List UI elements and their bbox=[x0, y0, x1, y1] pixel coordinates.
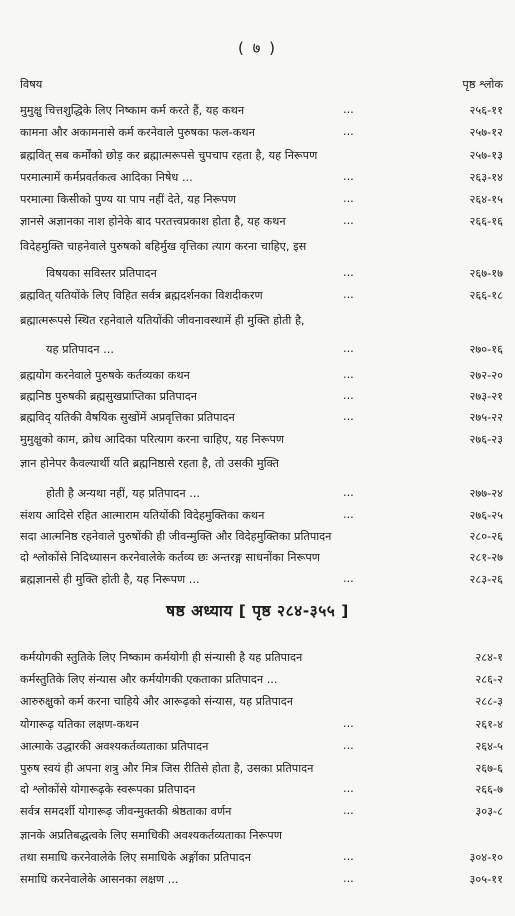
toc-entry bbox=[0, 407, 515, 429]
toc-entry bbox=[0, 453, 515, 475]
toc-entry bbox=[0, 547, 515, 569]
toc-entry-dots: ... bbox=[343, 103, 354, 116]
toc-entry-text: ब्रह्मवित् यतियोंके लिए विहित सर्वत्र ब्रह्मदर्शनका विशदीकरण bbox=[20, 289, 263, 302]
toc-entry-text: ब्रह्मनिष्ठ पुरुषकी ब्रह्मसुखप्राप्तिका प्रतिपादन bbox=[20, 390, 198, 403]
toc-entry-number: २६६-७ bbox=[475, 783, 503, 796]
toc-entry bbox=[0, 310, 515, 332]
toc-entry-dots: ... bbox=[343, 717, 354, 730]
toc-entry-dots: ... bbox=[343, 192, 354, 205]
toc-entry-number: २८८-३ bbox=[475, 695, 503, 708]
toc-entry-number: २८४-१ bbox=[475, 651, 503, 664]
toc-entry-dots: ... bbox=[343, 214, 354, 227]
toc-entry bbox=[0, 429, 515, 451]
toc-entry bbox=[0, 847, 515, 869]
toc-entry-text: ब्रह्मविद् यतिकी वैषयिक सुखोंमें अप्रवृत्तिका प्रतिपादन bbox=[20, 411, 235, 424]
section-title: षष्ठ अध्याय [ पृष्ठ २८४-३५५ ] bbox=[166, 602, 349, 620]
toc-entry-dots: ... bbox=[343, 782, 354, 795]
toc-entry-text: कर्मयोगकी स्तुतिके लिए निष्काम कर्मयोगी ही संन्यासी है यह प्रतिपादन bbox=[20, 651, 303, 664]
toc-entry-number: २६४-१५ bbox=[469, 193, 503, 206]
toc-entry-dots: ... bbox=[343, 850, 354, 863]
toc-entry-dots: ... bbox=[343, 342, 354, 355]
toc-entry-text: विदेहमुक्ति चाहनेवाले पुरुषको बहिर्मुख वृत्तिका त्याग करना चाहिए, इस bbox=[20, 240, 307, 253]
toc-entry-dots: ... bbox=[343, 572, 354, 585]
toc-entry-text: ब्रह्मात्मरूपसे स्थित रहनेवाले यतियोंकी जीवनावस्थामें ही मुक्ति होती है, bbox=[20, 314, 305, 327]
toc-entry-text: ब्रह्मज्ञानसे ही मुक्ति होती है, यह निरूपण ... bbox=[20, 573, 200, 586]
toc-entry-number: २७५-२२ bbox=[469, 411, 503, 424]
toc-entry-dots: ... bbox=[343, 739, 354, 752]
toc-entry bbox=[0, 211, 515, 233]
toc-entry-number: २८६-२ bbox=[475, 673, 503, 686]
toc-entry-text: पुरुष स्वयं ही अपना शत्रु और मित्र जिस रीतिसे होता है, उसका प्रतिपादन bbox=[20, 762, 314, 775]
toc-entry-number: २६७-६ bbox=[475, 762, 503, 775]
toc-entry bbox=[0, 569, 515, 591]
toc-entry bbox=[0, 505, 515, 527]
toc-entry bbox=[0, 100, 515, 122]
toc-header bbox=[0, 74, 515, 96]
toc-entry-number: २५७-१३ bbox=[469, 149, 503, 162]
header-number: पृष्ठ श्लोक bbox=[462, 78, 503, 91]
toc-entry-number: ३०४-१० bbox=[469, 851, 503, 864]
toc-entry-number: २६७-१७ bbox=[469, 267, 503, 280]
toc-entry-number: २७२-२० bbox=[469, 369, 503, 382]
toc-entry-dots: ... bbox=[343, 389, 354, 402]
toc-entry bbox=[0, 285, 515, 307]
toc-entry-text: ब्रह्मयोग करनेवाले पुरुषके कर्तव्यका कथन bbox=[20, 369, 190, 382]
toc-entry-dots: ... bbox=[343, 288, 354, 301]
toc-entry bbox=[0, 736, 515, 758]
toc-entry bbox=[0, 189, 515, 211]
toc-entry bbox=[0, 669, 515, 691]
toc-entry-number: २६१-४ bbox=[475, 718, 503, 731]
toc-entry-number: ३०५-११ bbox=[469, 873, 503, 886]
toc-entry bbox=[0, 339, 515, 361]
toc-entry-number: २७७-२४ bbox=[469, 487, 503, 500]
toc-entry-text: मुमुक्षुको काम, क्रोध आदिका परित्याग करना चाहिए, यह निरूपण bbox=[20, 433, 285, 446]
toc-entry-number: २८०-२६ bbox=[469, 530, 503, 543]
toc-entry bbox=[0, 122, 515, 144]
toc-entry bbox=[0, 869, 515, 891]
toc-entry bbox=[0, 825, 515, 847]
toc-entry-dots: ... bbox=[343, 508, 354, 521]
toc-entry-number: २६४-५ bbox=[475, 740, 503, 753]
toc-entry-text: ब्रह्मवित् सब कर्मोंको छोड़ कर ब्रह्मात्मरूपसे चुपचाप रहता है, यह निरूपण bbox=[20, 149, 318, 162]
page-number: ( ७ ) bbox=[237, 39, 278, 57]
toc-entry-dots: ... bbox=[343, 170, 354, 183]
toc-entry-text: आरुरुक्षुको कर्म करना चाहिये और आरूढ़को संन्यास, यह प्रतिपादन bbox=[20, 695, 294, 708]
toc-entry bbox=[0, 145, 515, 167]
toc-entry-text: ज्ञानके अप्रतिबद्धत्वके लिए समाधिकी अवश्यकर्तव्यताका निरूपण bbox=[20, 829, 282, 842]
toc-entry bbox=[0, 526, 515, 548]
toc-entry-dots: ... bbox=[343, 266, 354, 279]
toc-entry-dots: ... bbox=[343, 410, 354, 423]
toc-entry-number: २७६-२५ bbox=[469, 509, 503, 522]
toc-entry-number: २६६-१८ bbox=[469, 289, 503, 302]
toc-entry bbox=[0, 714, 515, 736]
toc-entry-text: कर्मस्तुतिके लिए संन्यास और कर्मयोगकी एकताका प्रतिपादन ... bbox=[20, 673, 278, 686]
toc-entry-text: होती है अन्यथा नहीं, यह प्रतिपादन ... bbox=[46, 487, 201, 500]
toc-entry-text: मुमुक्षु चित्तशुद्धिके लिए निष्काम कर्म करते हैं, यह कथन bbox=[20, 104, 245, 117]
toc-entry bbox=[0, 386, 515, 408]
toc-entry-text: योगारूढ़ यतिका लक्षण-कथन bbox=[20, 718, 139, 731]
toc-entry-text: सदा आत्मनिष्ठ रहनेवाले पुरुषोंकी ही जीवन्मुक्ति और विदेहमुक्तिका प्रतिपादन bbox=[20, 530, 332, 543]
toc-entry-number: २७६-२३ bbox=[469, 433, 503, 446]
toc-entry bbox=[0, 779, 515, 801]
toc-entry bbox=[0, 167, 515, 189]
toc-entry-number: २६६-१६ bbox=[469, 215, 503, 228]
toc-entry-dots: ... bbox=[343, 486, 354, 499]
toc-entry bbox=[0, 483, 515, 505]
toc-entry-text: संशय आदिसे रहित आत्माराम यतियोंकी विदेहमुक्तिका कथन bbox=[20, 509, 265, 522]
toc-entry-text: दो श्लोकोंसे योगारूढ़के स्वरूपका प्रतिपादन bbox=[20, 783, 196, 796]
toc-entry-text: दो श्लोकोंसे निदिध्यासन करनेवालेके कर्तव्य छः अन्तरङ्ग साधनोंका निरूपण bbox=[20, 551, 320, 564]
toc-entry bbox=[0, 236, 515, 258]
header-subject: विषय bbox=[20, 78, 43, 91]
toc-entry bbox=[0, 365, 515, 387]
toc-entry bbox=[0, 647, 515, 669]
toc-entry-text: तथा समाधि करनेवालेके लिए समाधिके अङ्गोंका प्रतिपादन bbox=[20, 851, 251, 864]
toc-entry bbox=[0, 758, 515, 780]
toc-entry bbox=[0, 801, 515, 823]
toc-entry-text: आत्माके उद्धारकी अवश्यकर्तव्यताका प्रतिपादन bbox=[20, 740, 209, 753]
toc-entry-dots: ... bbox=[343, 872, 354, 885]
toc-entry-dots: ... bbox=[343, 804, 354, 817]
toc-entry-number: २५६-११ bbox=[469, 104, 503, 117]
toc-entry-text: कामना और अकामनासे कर्म करनेवाले पुरुषका फल-कथन bbox=[20, 126, 255, 139]
toc-entry-text: समाधि करनेवालेके आसनका लक्षण ... bbox=[20, 873, 179, 886]
toc-entry-text: यह प्रतिपादन ... bbox=[46, 343, 114, 356]
toc-entry-text: सर्वत्र समदर्शी योगारूढ़ जीवन्मुक्तकी श्रेष्ठताका वर्णन bbox=[20, 805, 232, 818]
toc-entry-number: ३०३-८ bbox=[475, 805, 503, 818]
toc-entry-text: विषयका सविस्तर प्रतिपादन bbox=[46, 267, 157, 280]
toc-entry-text: ज्ञान होनेपर कैवल्यार्थी यति ब्रह्मनिष्ठासे रहता है, तो उसकी मुक्ति bbox=[20, 457, 280, 470]
toc-entry-number: २६३-१४ bbox=[469, 171, 503, 184]
toc-entry-dots: ... bbox=[343, 368, 354, 381]
toc-entry-number: २७०-१६ bbox=[469, 343, 503, 356]
toc-entry-dots: ... bbox=[343, 125, 354, 138]
toc-entry bbox=[0, 691, 515, 713]
toc-entry-number: २७३-२१ bbox=[469, 390, 503, 403]
toc-entry-number: २८१-२७ bbox=[469, 551, 503, 564]
toc-entry-text: परमात्मा किसीको पुण्य या पाप नहीं देते, यह निरूपण bbox=[20, 193, 236, 206]
toc-entry-number: २८३-२६ bbox=[469, 573, 503, 586]
toc-entry-number: २५७-१२ bbox=[469, 126, 503, 139]
toc-entry-text: ज्ञानसे अज्ञानका नाश होनेके बाद परतत्त्वप्रकाश होता है, यह कथन bbox=[20, 215, 286, 228]
toc-entry bbox=[0, 263, 515, 285]
toc-entry-text: परमात्मामें कर्मप्रवर्तकत्व आदिका निषेध ... bbox=[20, 171, 193, 184]
